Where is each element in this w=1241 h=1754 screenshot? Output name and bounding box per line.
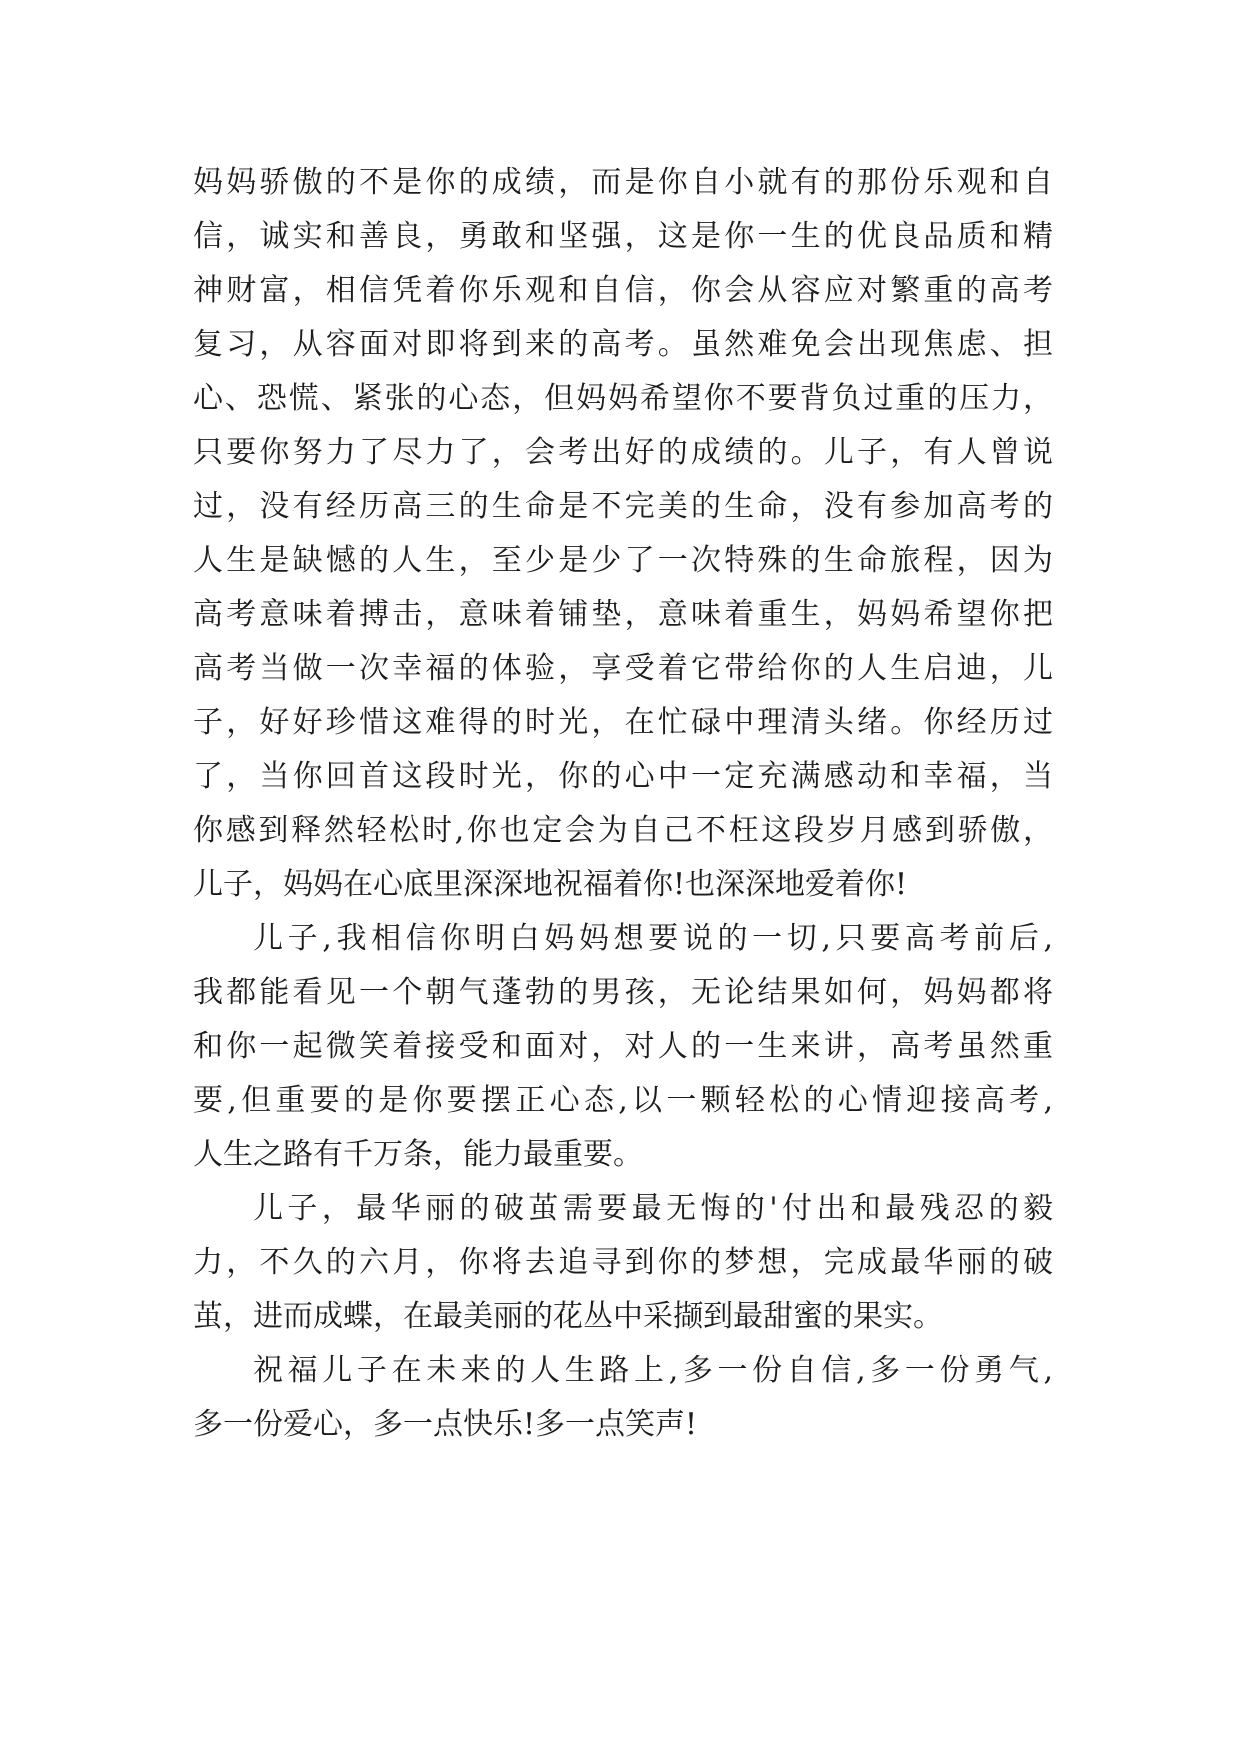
text-line: 儿子，最华丽的破茧需要最无悔的'付出和最残忍的毅 — [253, 1191, 1053, 1226]
text-line: 了，当你回首这段时光，你的心中一定充满感动和幸福，当 — [193, 759, 1053, 794]
text-line: 人生是缺憾的人生，至少是少了一次特殊的生命旅程，因为 — [193, 543, 1053, 578]
text-line: 和你一起微笑着接受和面对，对人的一生来讲，高考虽然重 — [193, 1029, 1053, 1064]
text-line: 儿子,我相信你明白妈妈想要说的一切,只要高考前后, — [253, 921, 1053, 956]
text-line: 祝福儿子在未来的人生路上,多一份自信,多一份勇气, — [253, 1353, 1053, 1388]
text-line: 要,但重要的是你要摆正心态,以一颗轻松的心情迎接高考, — [193, 1083, 1053, 1118]
text-line: 复习，从容面对即将到来的高考。虽然难免会出现焦虑、担 — [193, 327, 1053, 362]
text-line: 心、恐慌、紧张的心态，但妈妈希望你不要背负过重的压力， — [193, 381, 1053, 416]
text-line: 你感到释然轻松时,你也定会为自己不枉这段岁月感到骄傲， — [193, 813, 1053, 848]
text-line: 人生之路有千万条，能力最重要。 — [193, 1137, 643, 1172]
text-line: 子，好好珍惜这难得的时光，在忙碌中理清头绪。你经历过 — [193, 705, 1053, 740]
text-line: 茧，进而成蝶，在最美丽的花丛中采撷到最甜蜜的果实。 — [193, 1299, 943, 1334]
document-body — [193, 156, 1053, 1452]
text-line: 过，没有经历高三的生命是不完美的生命，没有参加高考的 — [193, 489, 1053, 524]
paragraph — [193, 156, 1053, 912]
text-line: 妈妈骄傲的不是你的成绩，而是你自小就有的那份乐观和自 — [193, 165, 1053, 200]
text-line: 信，诚实和善良，勇敢和坚强，这是你一生的优良品质和精 — [193, 219, 1053, 254]
text-line: 神财富，相信凭着你乐观和自信，你会从容应对繁重的高考 — [193, 273, 1053, 308]
text-line: 高考当做一次幸福的体验，享受着它带给你的人生启迪，儿 — [193, 651, 1053, 686]
text-line: 我都能看见一个朝气蓬勃的男孩，无论结果如何，妈妈都将 — [193, 975, 1053, 1010]
text-line: 多一份爱心，多一点快乐!多一点笑声! — [193, 1407, 698, 1442]
paragraph — [193, 912, 1053, 1182]
paragraph — [193, 1344, 1053, 1452]
text-line: 力，不久的六月，你将去追寻到你的梦想，完成最华丽的破 — [193, 1245, 1053, 1280]
text-line: 高考意味着搏击，意味着铺垫，意味着重生，妈妈希望你把 — [193, 597, 1053, 632]
paragraph — [193, 1182, 1053, 1344]
text-line: 儿子，妈妈在心底里深深地祝福着你!也深深地爱着你! — [193, 867, 908, 902]
text-line: 只要你努力了尽力了，会考出好的成绩的。儿子，有人曾说 — [193, 435, 1053, 470]
